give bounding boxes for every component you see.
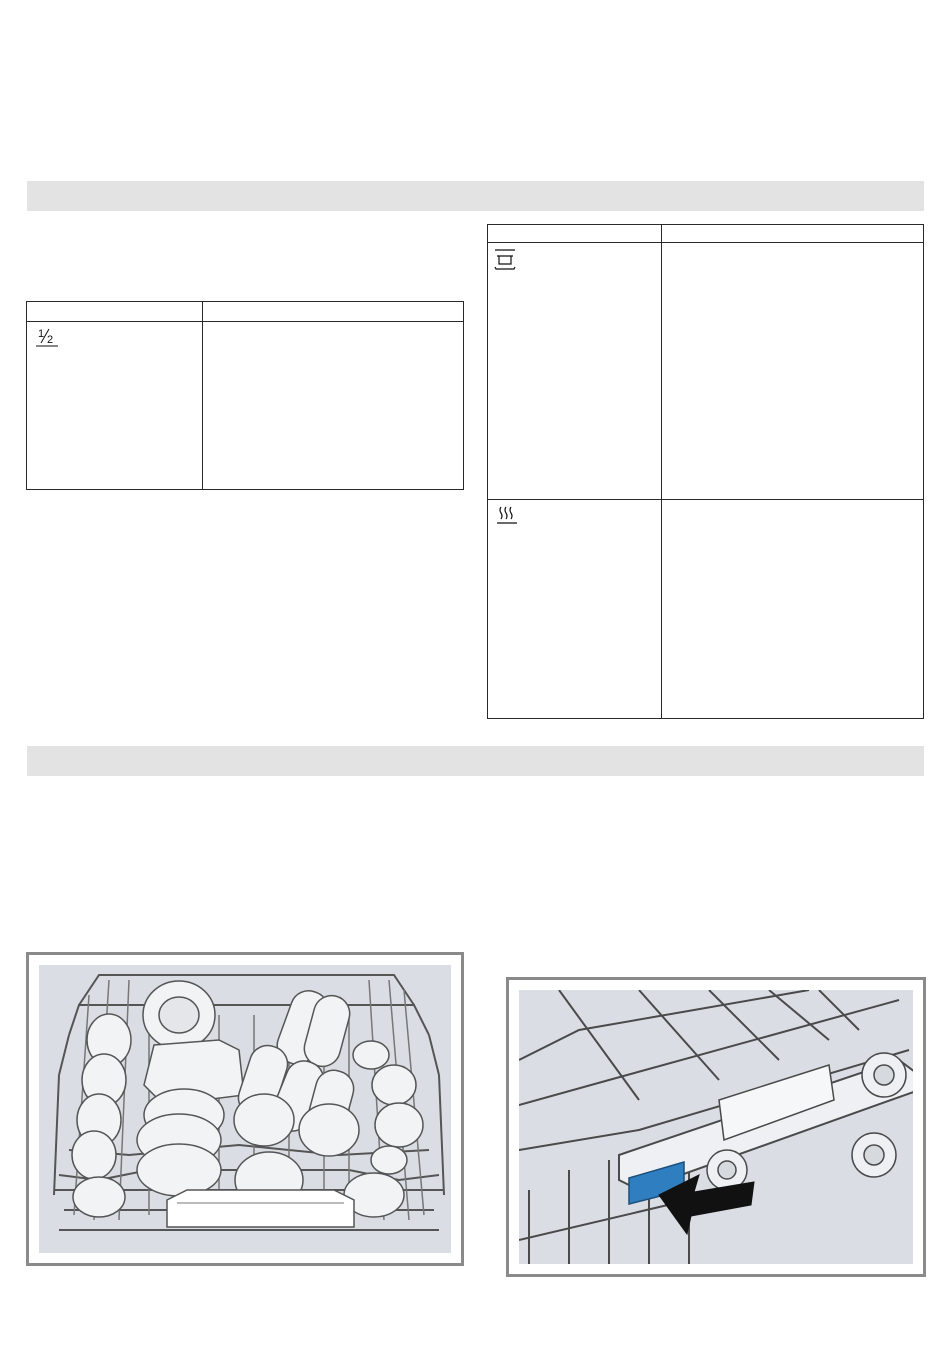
svg-text:2: 2 — [47, 334, 54, 346]
svg-text:1: 1 — [38, 328, 45, 340]
illustration-basket-lever — [506, 977, 926, 1277]
options-table-left — [26, 301, 464, 490]
intensive-zone-icon — [494, 248, 516, 270]
options-table-right — [487, 224, 924, 719]
half-load-icon — [35, 326, 59, 348]
section-heading-bar-2 — [27, 746, 924, 776]
extra-dry-icon — [496, 505, 518, 525]
section-heading-bar-1 — [27, 181, 924, 211]
upper-basket-loaded-icon — [39, 965, 451, 1253]
illustration-upper-basket — [26, 952, 464, 1266]
basket-height-release-lever-icon — [519, 990, 913, 1264]
